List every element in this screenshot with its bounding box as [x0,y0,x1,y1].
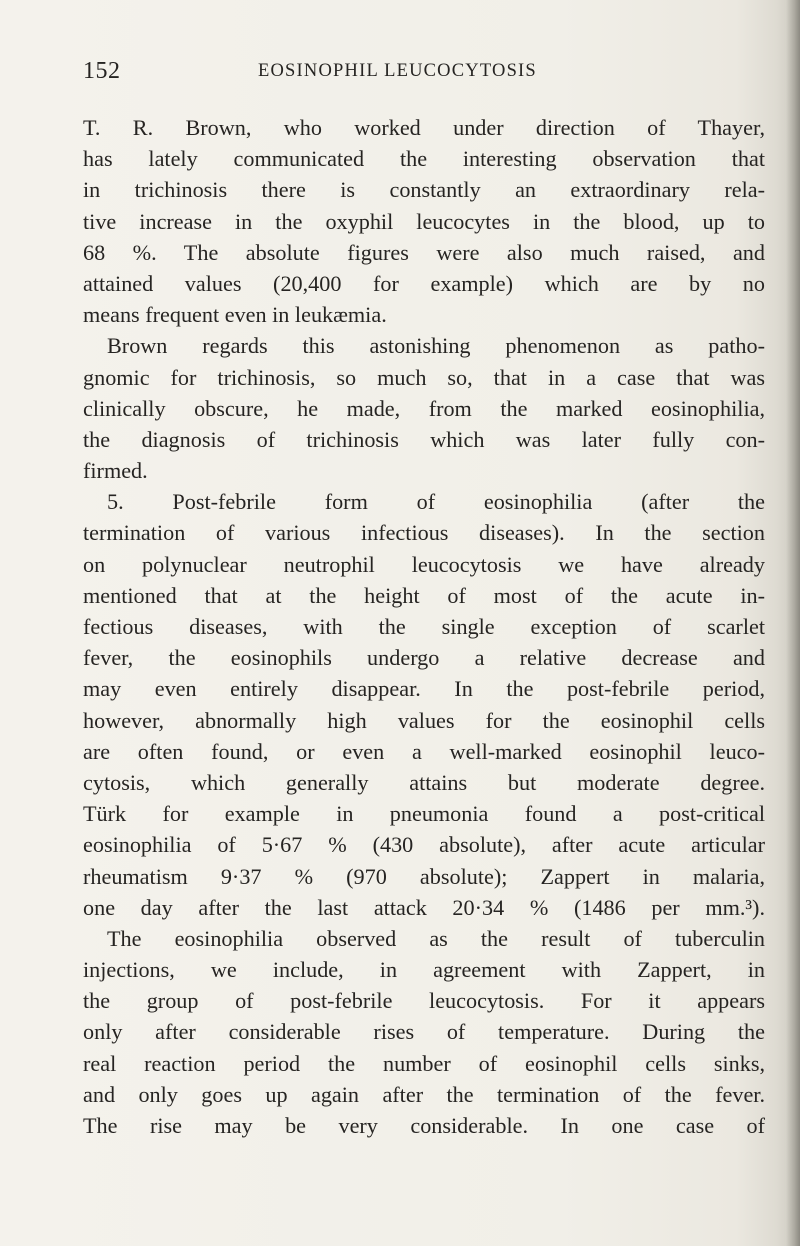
text-line: the diagnosis of trichinosis which was later fully con- [83,426,765,452]
text-line: attained values (20,400 for example) which are by no [83,270,765,296]
page-edge-shadow [786,0,800,1246]
text-line: however, abnormally high values for the eosinophil cells [83,707,765,733]
running-head [83,58,723,88]
text-line: only after considerable rises of temperature. During the [83,1019,765,1045]
text-line: The eosinophilia observed as the result of tuberculin [107,925,765,951]
text-line: mentioned that at the height of most of the acute in- [83,582,765,608]
text-line: are often found, or even a well-marked eosinophil leuco- [83,738,765,764]
text-line: may even entirely disappear. In the post-febrile period, [83,676,765,702]
text-line: 5. Post-febrile form of eosinophilia (after the [107,489,765,515]
text-line: one day after the last attack 20·34 % (1486 per mm.³). [83,894,765,920]
text-line: termination of various infectious diseases). In the section [83,520,765,546]
text-line: tive increase in the oxyphil leucocytes in the blood, up to [83,208,765,234]
text-line: fever, the eosinophils undergo a relative decrease and [83,645,765,671]
text-line: rheumatism 9·37 % (970 absolute); Zappert in malaria, [83,863,765,889]
text-line: gnomic for trichinosis, so much so, that in a case that was [83,364,765,390]
text-line: in trichinosis there is constantly an extraordinary rela- [83,177,765,203]
text-line: Brown regards this astonishing phenomenon as patho- [107,333,765,359]
text-line: cytosis, which generally attains but moderate degree. [83,769,765,795]
text-line: clinically obscure, he made, from the marked eosinophilia, [83,395,765,421]
page-number: 152 [83,58,121,84]
text-line: real reaction period the number of eosinophil cells sinks, [83,1050,765,1076]
text-line: T. R. Brown, who worked under direction of Thayer, [83,115,765,140]
text-line: has lately communicated the interesting observation that [83,146,765,172]
text-line: firmed. [83,458,148,484]
text-line: injections, we include, in agreement with Zappert, in [83,957,765,983]
text-line: fectious diseases, with the single exception of scarlet [83,614,765,639]
text-line: means frequent even in leukæmia. [83,302,387,328]
text-line: The rise may be very considerable. In one case of [83,1113,765,1138]
text-line: the group of post-febrile leucocytosis. For it appears [83,988,765,1014]
text-line: 68 %. The absolute figures were also much raised, and [83,239,765,265]
text-line: on polynuclear neutrophil leucocytosis we have already [83,551,765,577]
text-line: eosinophilia of 5·67 % (430 absolute), after acute articular [83,832,765,858]
body-text [83,112,765,1141]
running-title: EOSINOPHIL LEUCOCYTOSIS [258,61,537,81]
text-line: and only goes up again after the termination of the fever. [83,1081,765,1107]
text-line: Türk for example in pneumonia found a post-critical [83,801,765,827]
